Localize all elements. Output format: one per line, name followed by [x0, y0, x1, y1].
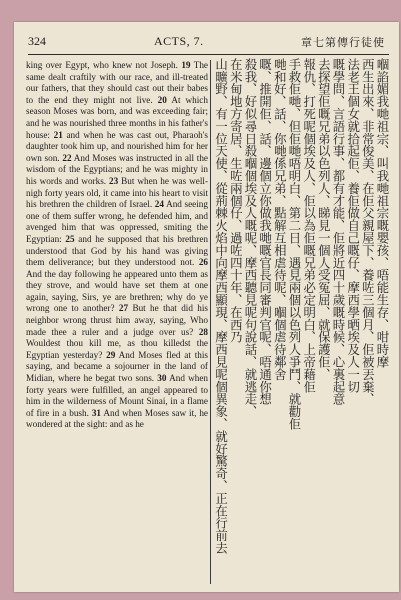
page-number: 324: [28, 34, 46, 48]
english-paragraph: [26, 60, 208, 431]
verse-number: 22: [62, 152, 72, 163]
verse-text: And Moses fled at this saying, and became a sojourner in the land of Midian, where he begat two sons.: [26, 349, 208, 384]
verse-text: king over Egypt, who knew not Joseph.: [26, 60, 182, 70]
verse-number: 28: [198, 326, 208, 337]
verse-number: 29: [106, 349, 116, 360]
english-text-column: [26, 60, 208, 431]
verse-number: 26: [198, 257, 208, 268]
verse-number: 31: [91, 407, 101, 418]
chinese-column: 報仇、打死呢個埃及人、佢以為佢嘅兄弟必定明白、上帝藉佢: [301, 58, 317, 393]
verse-text: And seeing one of them suffer wrong, he defended him, and avenged him that was oppressed, smiting the Egyptian:: [26, 199, 208, 244]
verse-text: And the day following he appeared unto them as they strove, and would have set them at one again, saying, Sirs, ye are brethren; why do ye wrong one to another?: [26, 268, 208, 314]
page-header: [28, 32, 389, 55]
verse-text: And when Moses saw it, he wondered at the sight: and as he: [26, 407, 208, 430]
chinese-running-title: 章七第傳行徒使: [301, 36, 385, 49]
verse-text: At which season Moses was born, and was exceeding fair; and he was nourished three months in his father's house:: [26, 94, 208, 140]
verse-text: The same dealt craftily with our race, and ill-treated our fathers, that they should cast out their babes to the end they might not live.: [26, 60, 208, 105]
verse-number: 23: [109, 175, 119, 186]
chinese-column: 嘅學問、言語行事、都有才能、佢將近四十歲嘅時候、心裏起意: [331, 58, 346, 406]
chinese-column: 在米甸地方寄居、生咗兩個仔、過咗四十年、在西乃: [228, 58, 244, 344]
chinese-column: 嘅、推開佢、話、邊個立你做我哋嘅官長同審判官呢、唔通你想: [257, 58, 273, 406]
chinese-column: 西生出來、非常俊美、在佢父親屋下、養咗三個月、佢被丟棄、: [360, 58, 376, 406]
verse-text: And Moses was instructed in all the wisdom of the Egyptians; and he was mighty in his words and works.: [26, 152, 208, 186]
chinese-column: 手救佢哋、但佢哋唔明白、第二日、遇見兩個以色列人爭鬥、就勸佢: [287, 58, 302, 430]
verse-text: Wouldest thou kill me, as thou killedst the Egyptian yesterday?: [26, 338, 208, 360]
verse-number: 24: [154, 199, 164, 210]
column-divider: [210, 60, 211, 584]
chinese-column: 殺我、好似尋日殺嗰個埃及人嘅呢、摩西聽見呢句說話、就逃走、: [243, 58, 258, 418]
chinese-column: 嗰諂媚我哋祖宗、叫我哋祖宗嘅嬰孩、唔能生存、咁時摩: [375, 58, 390, 368]
chinese-column: 山曠野、有一位天使、從荊棘火焰中向摩西顯現、摩西見呢個異象、就好驚奇、正在行前去: [214, 58, 229, 554]
verse-text: But when he was well-nigh forty years old, it came into his heart to visit his brethren the children of Israel.: [26, 175, 209, 210]
verse-text: and when he was cast out, Pharaoh's daughter took him up, and nourished him for her own son.: [26, 129, 208, 163]
chinese-column: 哋和好、話、你哋係兄弟、點解互相虐待呢、嗰個虐待鄰舍: [272, 58, 288, 381]
chapter-reference: ACTS, 7.: [154, 34, 204, 48]
verse-text: And when forty years were fulfilled, an angel appeared to him in the wilderness of Mount Sinai, in a flame of fire in a bush.: [26, 373, 209, 418]
verse-text: and he supposed that his brethren understood that God by his hand was giving them deliverance; but they understood not.: [26, 233, 208, 268]
verse-number: 30: [157, 373, 167, 384]
chinese-column: 去探望佢嘅兄弟以色列人、睇見一個人受冤屈、就保護佢、: [316, 58, 332, 381]
verse-number: 25: [65, 233, 75, 244]
verse-number: 20: [157, 94, 167, 105]
chinese-text-column: [214, 58, 390, 580]
verse-text: But he that did his neighbor wrong thrust him away, saying, Who made thee a ruler and a judge over us?: [26, 303, 209, 337]
book-page: [14, 22, 399, 592]
verse-number: 19: [181, 60, 191, 70]
verse-number: 27: [118, 303, 129, 314]
verse-number: 21: [53, 129, 63, 140]
chinese-column: 法老王個女就拾起佢、養佢做自己嘅仔、摩西學晒埃及人一切: [345, 58, 361, 393]
